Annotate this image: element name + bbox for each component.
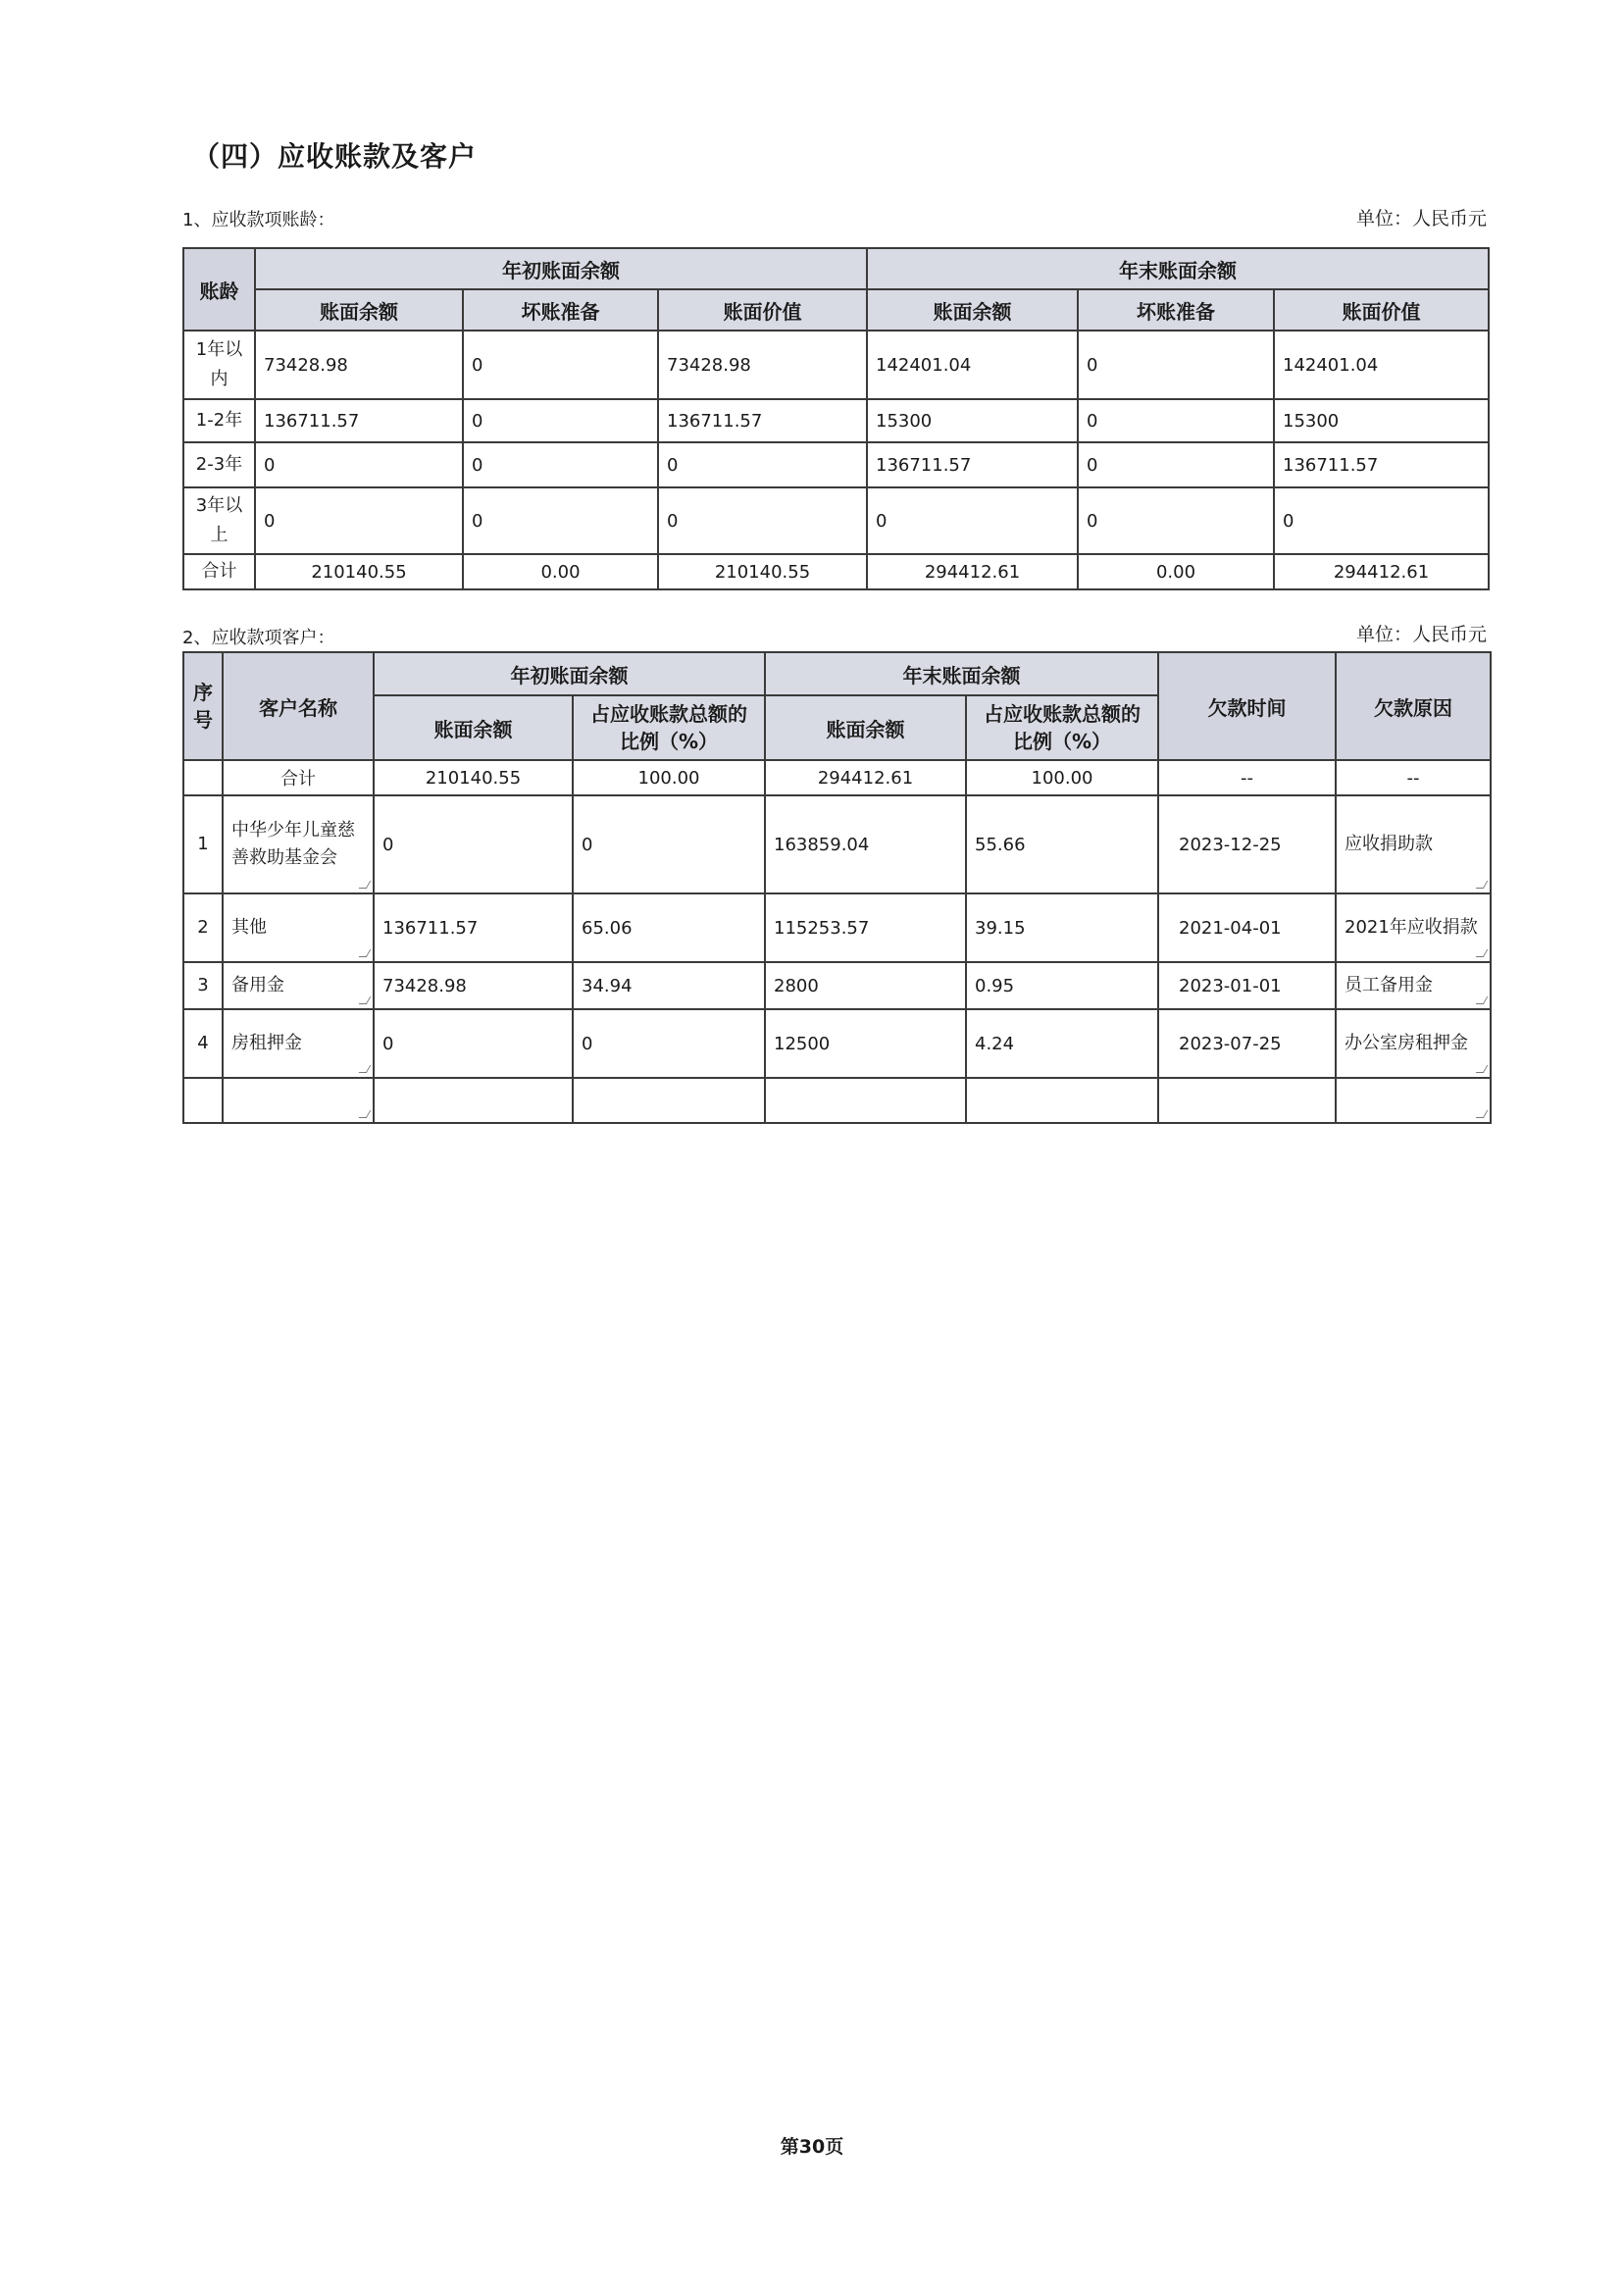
begin-ratio-cell: 65.06 — [573, 893, 765, 962]
table-row — [183, 399, 1489, 442]
end-value-cell: 136711.57 — [1274, 442, 1489, 487]
begin-ratio-cell: 34.94 — [573, 962, 765, 1009]
end-ratio-cell: 4.24 — [966, 1009, 1158, 1078]
customers-total-row — [183, 760, 1491, 795]
end-value-total: 294412.61 — [1274, 554, 1489, 589]
table-row — [183, 487, 1489, 554]
empty-customer-name-cell[interactable] — [223, 1078, 374, 1123]
seq-cell: 4 — [183, 1009, 223, 1078]
seq-cell: 3 — [183, 962, 223, 1009]
empty-cell — [183, 760, 223, 795]
begin-ratio-cell: 0 — [573, 1009, 765, 1078]
empty-cell — [573, 1078, 765, 1123]
aging-label: 1年以内 — [183, 331, 255, 399]
end-balance-total: 294412.61 — [765, 760, 966, 795]
end-book-value-header: 账面价值 — [1274, 289, 1489, 331]
begin-value-cell: 73428.98 — [658, 331, 867, 399]
customers-unit-label: 单位：人民币元 — [1355, 624, 1487, 645]
owed-time-cell: 2023-12-25 — [1158, 795, 1336, 893]
end-balance-cell: 136711.57 — [867, 442, 1078, 487]
aging-table-title: 1、应收款项账龄： — [182, 210, 335, 230]
end-value-cell: 15300 — [1274, 399, 1489, 442]
begin-balance-total: 210140.55 — [255, 554, 463, 589]
owed-reason-cell[interactable]: 2021年应收捐款 — [1336, 893, 1491, 962]
page-number: 第30页 — [780, 2136, 844, 2158]
begin-ratio-total: 100.00 — [573, 760, 765, 795]
aging-label: 2-3年 — [183, 442, 255, 487]
seq-cell: 1 — [183, 795, 223, 893]
begin-balance-cell: 0 — [374, 795, 573, 893]
begin-bad-debt-total: 0.00 — [463, 554, 658, 589]
end-balance-cell: 0 — [867, 487, 1078, 554]
owed-time-cell: 2021-04-01 — [1158, 893, 1336, 962]
end-balance-cell: 12500 — [765, 1009, 966, 1078]
begin-balance-cell: 0 — [255, 442, 463, 487]
aging-total-row — [183, 554, 1489, 589]
empty-owed-reason-cell[interactable] — [1336, 1078, 1491, 1123]
end-ratio-cell: 55.66 — [966, 795, 1158, 893]
table-row — [183, 962, 1491, 1009]
end-balance-cell: 2800 — [765, 962, 966, 1009]
empty-cell — [765, 1078, 966, 1123]
begin-value-cell: 0 — [658, 442, 867, 487]
aging-unit-label: 单位：人民币元 — [1355, 208, 1487, 229]
customer-name-cell[interactable]: 备用金 — [223, 962, 374, 1009]
end-bad-debt-cell: 0 — [1078, 442, 1274, 487]
end-balance-cell: 15300 — [867, 399, 1078, 442]
empty-table-row — [183, 1078, 1491, 1123]
end-bad-debt-cell: 0 — [1078, 399, 1274, 442]
aging-table — [182, 247, 1490, 590]
table-row — [183, 331, 1489, 399]
begin-value-cell: 136711.57 — [658, 399, 867, 442]
end-bad-debt-total: 0.00 — [1078, 554, 1274, 589]
owed-time-cell: 2023-01-01 — [1158, 962, 1336, 1009]
begin-value-cell: 0 — [658, 487, 867, 554]
customers-table — [182, 651, 1492, 1124]
begin-balance-cell: 73428.98 — [374, 962, 573, 1009]
owed-reason-header: 欠款原因 — [1336, 652, 1491, 760]
seq-cell: 2 — [183, 893, 223, 962]
aging-header: 账龄 — [183, 248, 255, 331]
table-row — [183, 442, 1489, 487]
empty-cell — [374, 1078, 573, 1123]
begin-bad-debt-header: 坏账准备 — [463, 289, 658, 331]
begin-bad-debt-cell: 0 — [463, 399, 658, 442]
end-value-cell: 0 — [1274, 487, 1489, 554]
empty-cell — [183, 1078, 223, 1123]
begin-balance-cell: 73428.98 — [255, 331, 463, 399]
end-bad-debt-header: 坏账准备 — [1078, 289, 1274, 331]
end-balance-cell: 115253.57 — [765, 893, 966, 962]
begin-bad-debt-cell: 0 — [463, 442, 658, 487]
aging-end-group-header: 年末账面余额 — [867, 248, 1489, 289]
owed-time-cell: 2023-07-25 — [1158, 1009, 1336, 1078]
begin-value-total: 210140.55 — [658, 554, 867, 589]
begin-bad-debt-cell: 0 — [463, 487, 658, 554]
begin-balance-cell: 136711.57 — [255, 399, 463, 442]
begin-ratio-header: 占应收账款总额的比例（%） — [573, 695, 765, 760]
customers-begin-group-header: 年初账面余额 — [374, 652, 765, 695]
owed-reason-cell[interactable]: 应收捐助款 — [1336, 795, 1491, 893]
begin-book-value-header: 账面价值 — [658, 289, 867, 331]
end-book-balance-header: 账面余额 — [867, 289, 1078, 331]
aging-label: 3年以上 — [183, 487, 255, 554]
end-balance-cell: 163859.04 — [765, 795, 966, 893]
customers-total-label: 合计 — [223, 760, 374, 795]
owed-reason-total: -- — [1336, 760, 1491, 795]
begin-ratio-cell: 0 — [573, 795, 765, 893]
begin-balance-cell: 0 — [374, 1009, 573, 1078]
end-ratio-header: 占应收账款总额的比例（%） — [966, 695, 1158, 760]
empty-cell — [1158, 1078, 1336, 1123]
end-bad-debt-cell: 0 — [1078, 487, 1274, 554]
end-ratio-cell: 39.15 — [966, 893, 1158, 962]
customer-name-header: 客户名称 — [223, 652, 374, 760]
owed-reason-cell[interactable]: 员工备用金 — [1336, 962, 1491, 1009]
customer-name-cell[interactable]: 房租押金 — [223, 1009, 374, 1078]
aging-total-label: 合计 — [183, 554, 255, 589]
owed-time-total: -- — [1158, 760, 1336, 795]
customer-name-cell[interactable]: 中华少年儿童慈善救助基金会 — [223, 795, 374, 893]
aging-begin-group-header: 年初账面余额 — [255, 248, 867, 289]
section-title: （四）应收账款及客户 — [192, 140, 478, 173]
begin-balance-cell: 136711.57 — [374, 893, 573, 962]
end-balance-cell: 142401.04 — [867, 331, 1078, 399]
seq-header: 序号 — [183, 652, 223, 760]
end-bad-debt-cell: 0 — [1078, 331, 1274, 399]
table-row — [183, 1009, 1491, 1078]
begin-book-balance-header: 账面余额 — [255, 289, 463, 331]
end-value-cell: 142401.04 — [1274, 331, 1489, 399]
end-ratio-total: 100.00 — [966, 760, 1158, 795]
aging-label: 1-2年 — [183, 399, 255, 442]
customers-table-title: 2、应收款项客户： — [182, 628, 335, 648]
begin-balance-cell: 0 — [255, 487, 463, 554]
begin-book-balance-header: 账面余额 — [374, 695, 573, 760]
owed-reason-cell[interactable]: 办公室房租押金 — [1336, 1009, 1491, 1078]
end-balance-total: 294412.61 — [867, 554, 1078, 589]
table-row — [183, 893, 1491, 962]
owed-time-header: 欠款时间 — [1158, 652, 1336, 760]
begin-balance-total: 210140.55 — [374, 760, 573, 795]
customers-end-group-header: 年末账面余额 — [765, 652, 1158, 695]
customer-name-cell[interactable]: 其他 — [223, 893, 374, 962]
end-book-balance-header: 账面余额 — [765, 695, 966, 760]
begin-bad-debt-cell: 0 — [463, 331, 658, 399]
empty-cell — [966, 1078, 1158, 1123]
table-row — [183, 795, 1491, 893]
end-ratio-cell: 0.95 — [966, 962, 1158, 1009]
